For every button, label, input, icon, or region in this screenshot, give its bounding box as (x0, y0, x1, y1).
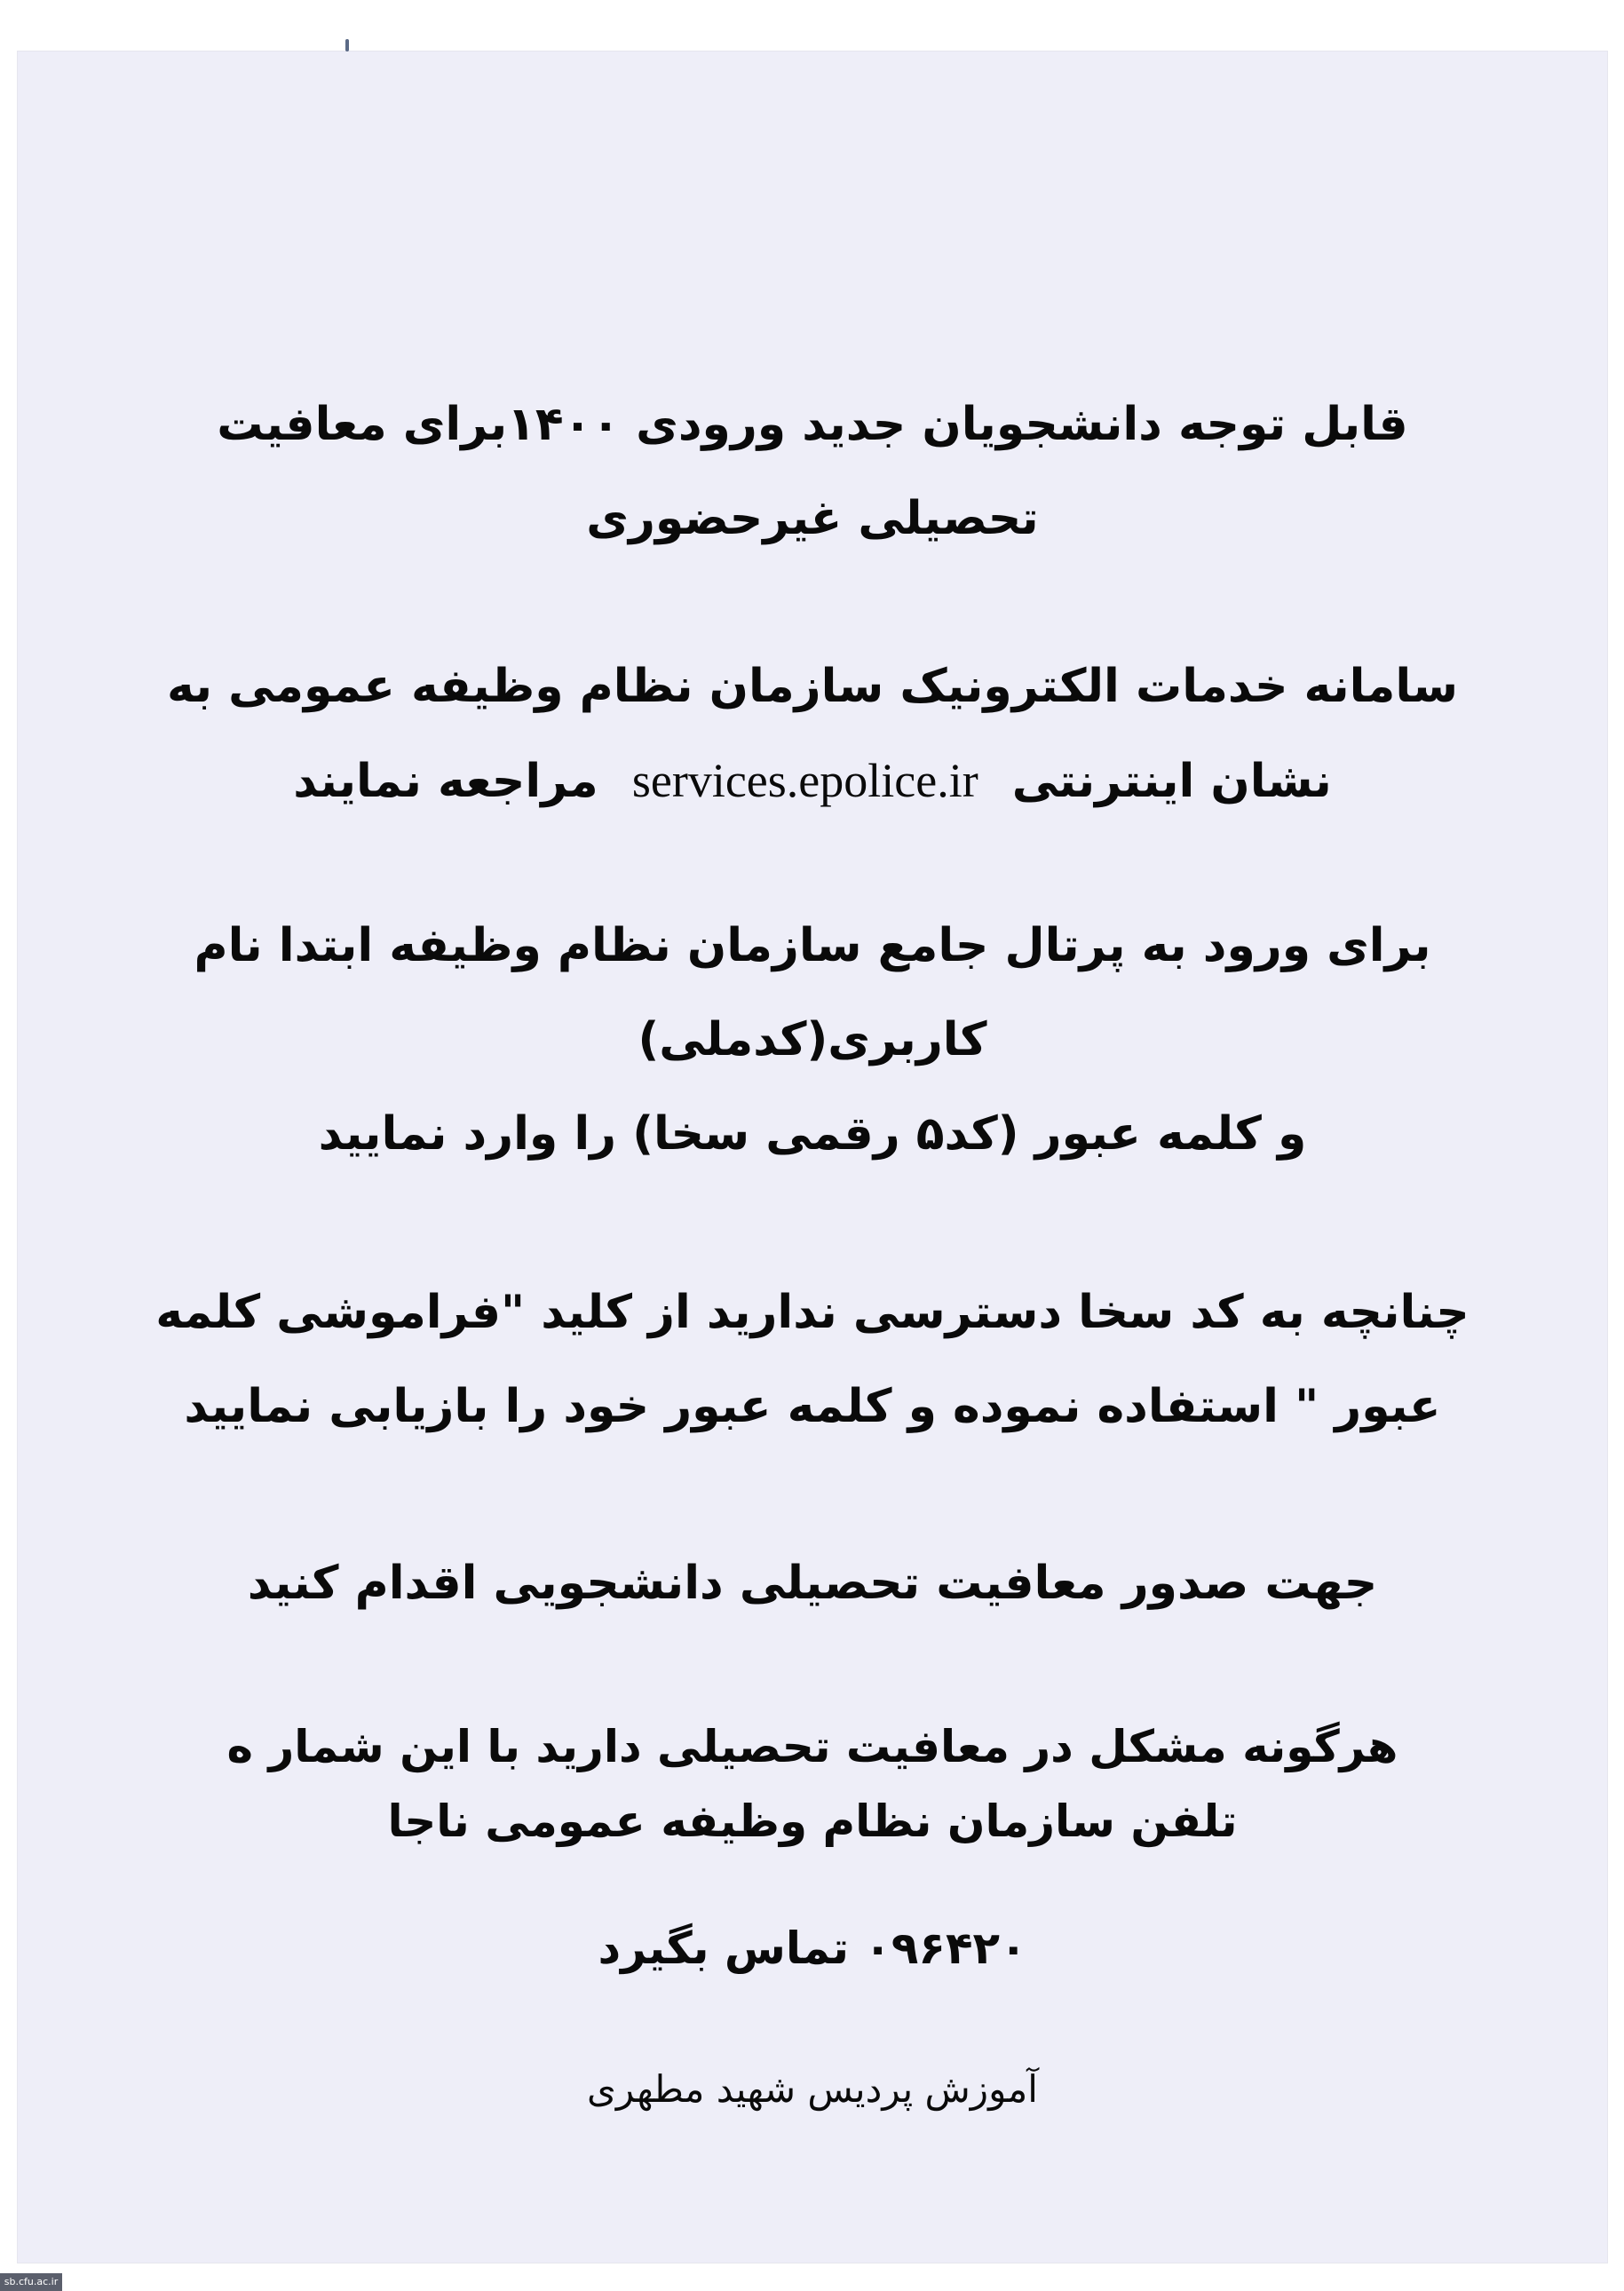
system-paragraph (151, 639, 1474, 828)
issue-paragraph (151, 1536, 1474, 1630)
login-line-2: کاربری(کدملی) (638, 1013, 987, 1066)
footer-line: آموزش پردیس شهید مطهری (587, 2067, 1038, 2111)
forgot-password-paragraph (151, 1265, 1474, 1454)
phone-paragraph (151, 1911, 1474, 1986)
service-url: services.epolice.ir (631, 754, 978, 807)
title-line-1: قابل توجه دانشجویان جدید ورودی ۱۴۰۰برای معافیت (217, 398, 1408, 451)
contact-line-2: تلفن سازمان نظام وظیفه عمومی ناجا (387, 1796, 1238, 1847)
site-watermark: sb.cfu.ac.ir (0, 2273, 62, 2291)
title-line-2: تحصیلی غیرحضوری (586, 492, 1039, 545)
login-line-1: برای ورود به پرتال جامع سازمان نظام وظیفه ابتدا نام (194, 919, 1431, 972)
phone-line: ۰۹۶۴۲۰ تماس بگیرد (598, 1922, 1027, 1974)
login-line-3: و کلمه عبور (کد۵ رقمی سخا) را وارد نمایید (318, 1107, 1307, 1161)
login-paragraph (151, 899, 1474, 1181)
system-line-2-after: مراجعه نمایند (293, 755, 598, 808)
contact-line-1: هرگونه مشکل در معافیت تحصیلی دارید با این شمار ه (226, 1721, 1398, 1772)
issue-line: جهت صدور معافیت تحصیلی دانشجویی اقدام کنید (247, 1557, 1378, 1610)
contact-paragraph (151, 1709, 1474, 1859)
footer-signature (151, 2042, 1474, 2136)
forgot-line-2: عبور " استفاده نموده و کلمه عبور خود را بازیابی نمایید (184, 1380, 1441, 1433)
system-line-2-before: نشان اینترنتی (1011, 755, 1332, 808)
system-line-1: سامانه خدمات الکترونیک سازمان نظام وظیفه عمومی به (167, 660, 1458, 713)
forgot-line-1: چنانچه به کد سخا دسترسی ندارید از کلید "فراموشی کلمه (155, 1286, 1470, 1339)
notice-title (151, 377, 1474, 566)
scan-mark (345, 39, 349, 52)
system-line-2 (151, 733, 1474, 828)
